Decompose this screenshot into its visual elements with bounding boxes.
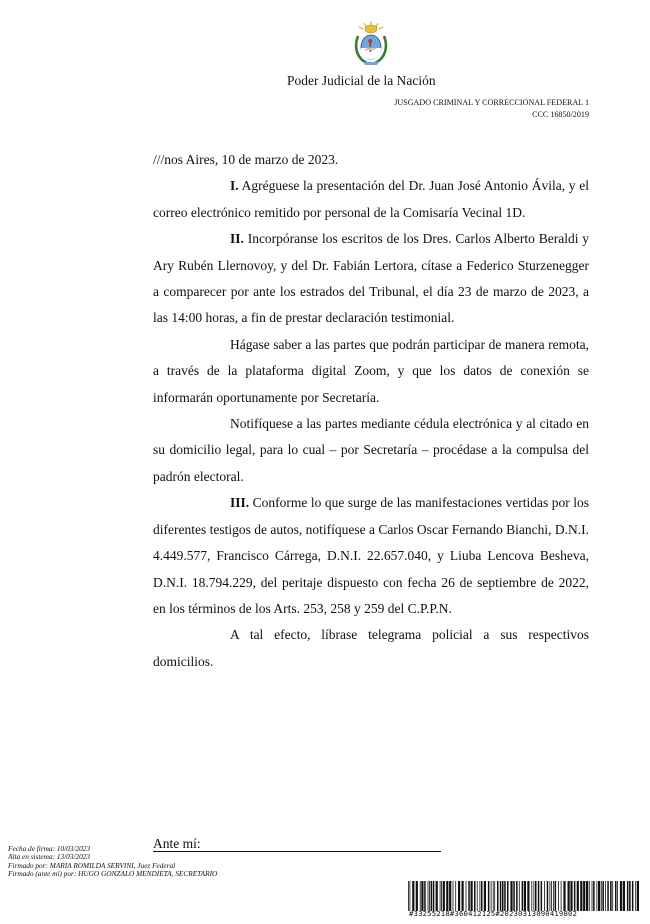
signature-date: Fecha de firma: 10/03/2023 [8, 844, 91, 853]
paragraph-text: Conforme lo que surge de las manifestaciones vertidas por los diferentes testigos de autos, notifíquese a Carlos Oscar Fernando Bianchi, D.N.I. 4.449.577, Francisco Cárrega, D.N.I. 22.657.040, y Liuba Lencova Besheva, D.N.I. 18.794.229, del peritaje dispuesto con fecha 26 de septiembre de 2022, en los términos de los Arts. 253, 258 y 259 del C.P.P.N. [153, 495, 590, 616]
barcode-bar [601, 881, 602, 911]
barcode-bar [480, 881, 481, 911]
barcode-bar [612, 881, 613, 911]
barcode-bar [500, 881, 502, 911]
signed-by-judge: Firmado por: MARIA ROMILDA SERVINI, Juez Federal [8, 860, 176, 870]
barcode-bar [477, 881, 478, 911]
barcode-bar [627, 881, 629, 911]
paragraph-number: III. [230, 495, 250, 511]
barcode-bar [449, 881, 451, 911]
barcode-bar [493, 881, 494, 911]
signature-metadata [8, 845, 217, 878]
barcode-bar [471, 881, 473, 911]
paragraph-text: Notifíquese a las partes mediante cédula electrónica y al citado en su domicilio legal, para lo cual – por Secretaría – procédase a la compulsa del padrón electoral. [153, 416, 589, 484]
signed-by-secretary: Firmado (ante mi) por: HUGO GONZALO MENDIETA, SECRETARIO [8, 868, 218, 878]
signature-label: Ante mí: [153, 836, 201, 851]
barcode-bar [462, 881, 464, 911]
barcode-bar [440, 881, 441, 911]
barcode-bar [412, 881, 414, 911]
barcode-bar [577, 881, 579, 911]
barcode-bar [531, 881, 532, 911]
paragraph-number: I. [230, 178, 239, 194]
barcode-bar [455, 881, 456, 911]
court-name: JUSGADO CRIMINAL Y CORRECCIONAL FEDERAL 1 [394, 98, 589, 107]
barcode-bar [617, 881, 618, 911]
paragraph-ii [153, 226, 589, 332]
paragraph-text: Agréguese la presentación del Dr. Juan José Antonio Ávila, y el correo electrónico remitido por personal de la Comisaría Vecinal 1D. [153, 178, 589, 220]
barcode-bar [424, 881, 426, 911]
barcode-bar [635, 881, 636, 911]
barcode-bar [629, 881, 631, 911]
barcode-bar [510, 881, 512, 911]
barcode-bar [522, 881, 524, 911]
paragraph-iii [153, 490, 589, 622]
paragraph-number: II. [230, 231, 244, 247]
barcode-bar [416, 881, 418, 911]
court-title: Poder Judicial de la Nación [287, 73, 436, 88]
barcode-bar [484, 881, 486, 911]
system-date: Alta en sistema: 13/03/2023 [8, 852, 91, 862]
barcode-bar [466, 881, 467, 911]
date-line: ///nos Aires, 10 de marzo de 2023. [153, 152, 339, 167]
barcode-bar [433, 881, 435, 911]
case-number: CCC 16850/2019 [532, 110, 589, 119]
barcode-bar [607, 881, 609, 911]
barcode-bar [570, 881, 572, 911]
barcode-bar [494, 881, 495, 911]
barcode-bar [547, 881, 549, 911]
barcode-bar [428, 881, 429, 911]
barcode-bar [436, 881, 438, 911]
barcode-bar [497, 881, 499, 911]
barcode-bar [534, 881, 535, 911]
barcode-bar [535, 881, 537, 911]
barcode-bar [504, 881, 506, 911]
paragraph-text: Incorpóranse los escritos de los Dres. Carlos Alberto Beraldi y Ary Rubén Llernovoy, y del Dr. Fabián Lertora, cítase a Federico Sturzenegger a comparecer por ante los estrados del Tribunal, el día 23 de marzo de 2023, a las 14:00 horas, a fin de prestar declaración testimonial. [153, 231, 589, 326]
barcode-bar [583, 881, 585, 911]
paragraph-i [153, 173, 589, 226]
barcode-bar [568, 881, 570, 911]
barcode-bar [453, 881, 454, 911]
barcode-bar [541, 881, 543, 911]
barcode-bar [637, 881, 639, 911]
barcode-bar [580, 881, 582, 911]
barcode-bar [620, 881, 622, 911]
barcode-bar [524, 881, 526, 911]
barcode-bar [632, 881, 634, 911]
barcode-bar [502, 881, 504, 911]
barcode-bar [458, 881, 460, 911]
barcode-bar [538, 881, 540, 911]
barcode-bar [443, 881, 445, 911]
barcode-bar [598, 881, 600, 911]
barcode-bar [527, 881, 529, 911]
barcode-bar [507, 881, 509, 911]
barcode-bar [421, 881, 423, 911]
paragraph-text: Hágase saber a las partes que podrán participar de manera remota, a través de la plataforma digital Zoom, y que los datos de conexión se informarán oportunamente por Secretaría. [153, 336, 589, 405]
barcode-bar [610, 881, 612, 911]
barcode-bar [593, 881, 595, 911]
barcode-bar [431, 881, 433, 911]
barcode-bar [561, 881, 562, 911]
barcode-bar [441, 881, 442, 911]
barcode-bar [558, 881, 559, 911]
barcode-bar [468, 881, 470, 911]
barcode-bar [592, 881, 593, 911]
barcode-number: #33255218#360412125#20230313090419802 [409, 909, 578, 918]
barcode [408, 881, 641, 911]
argentina-coat-of-arms-icon [353, 20, 389, 66]
document-body [153, 147, 589, 675]
barcode-bar [519, 881, 520, 911]
barcode-bar [553, 881, 554, 911]
barcode-bar [602, 881, 604, 911]
barcode-bar [408, 881, 409, 911]
barcode-bar [446, 881, 448, 911]
barcode-bar [563, 881, 565, 911]
barcode-bar [488, 881, 490, 911]
barcode-bar [555, 881, 557, 911]
barcode-bar [551, 881, 552, 911]
paragraph-text: A tal efecto, líbrase telegrama policial a sus respectivos domicilios. [153, 627, 589, 669]
barcode-bar [544, 881, 545, 911]
barcode-bar [491, 881, 492, 911]
barcode-bar [513, 881, 515, 911]
barcode-bar [481, 881, 483, 911]
barcode-bar [420, 881, 421, 911]
barcode-bar [574, 881, 576, 911]
barcode-bar [615, 881, 617, 911]
barcode-bar [516, 881, 518, 911]
barcode-bar [605, 881, 606, 911]
barcode-bar [586, 881, 588, 911]
barcode-bar [550, 881, 551, 911]
paragraph-zoom [153, 332, 589, 411]
barcode-bar [410, 881, 411, 911]
paragraph-telegram [153, 622, 589, 675]
barcode-bar [429, 881, 430, 911]
barcode-bar [597, 881, 598, 911]
barcode-bar [623, 881, 625, 911]
paragraph-notify [153, 411, 589, 490]
barcode-bar [589, 881, 590, 911]
barcode-bar [474, 881, 476, 911]
